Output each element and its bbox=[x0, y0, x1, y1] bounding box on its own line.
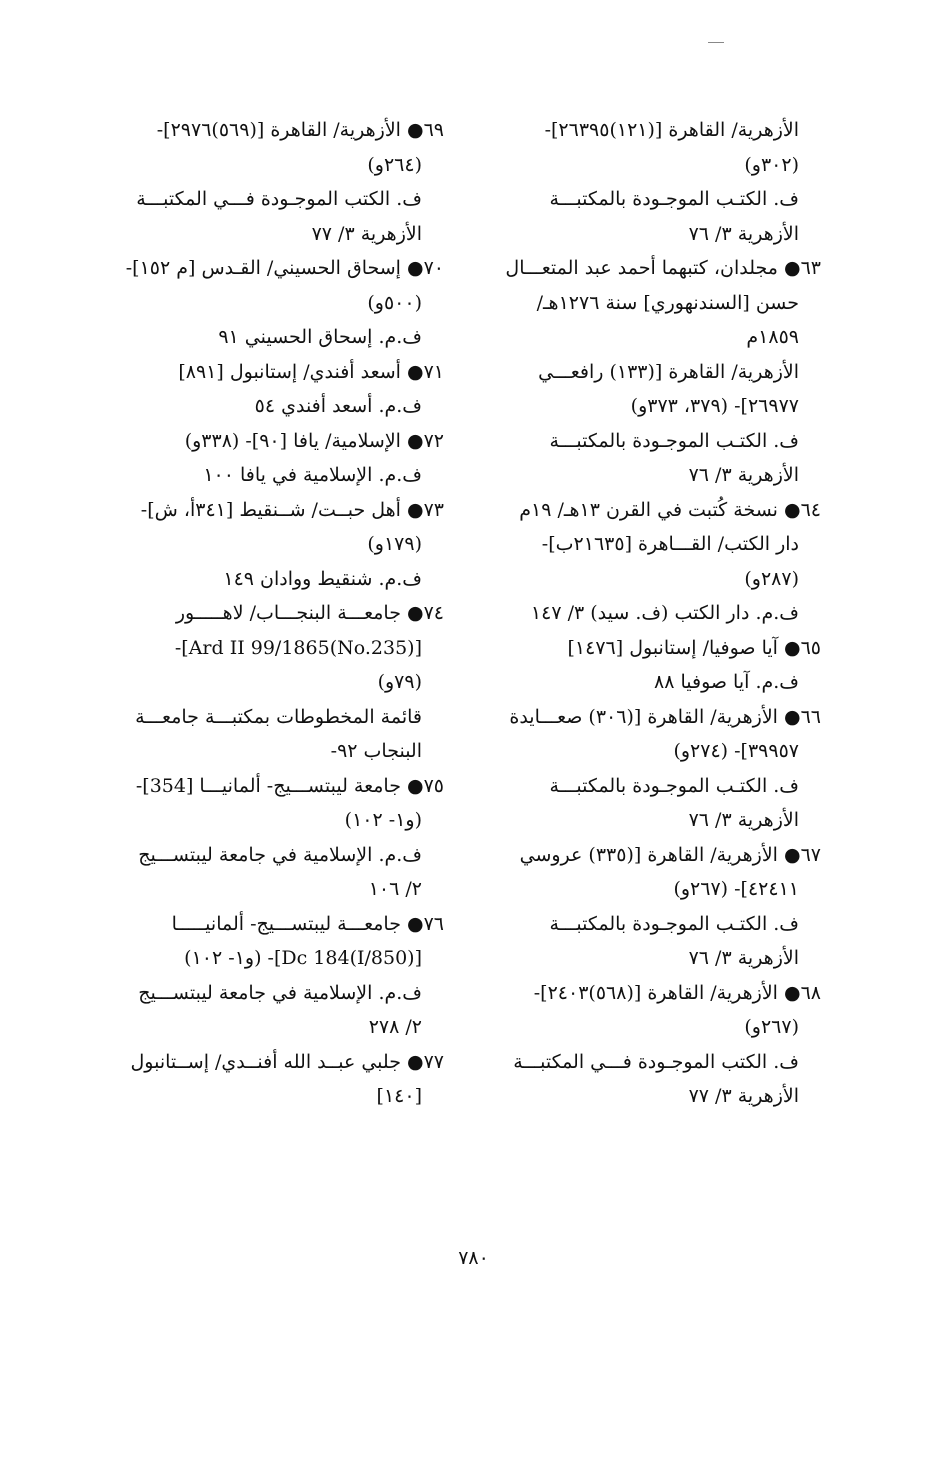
entry-line: ف. الكتب الموجـودة فـــي المكتبـــة bbox=[513, 1050, 799, 1073]
entry-line: (٢٦٤و) bbox=[367, 153, 422, 176]
entry-start-line: ٧٢● الإسلامية/ يافا [٩٠]- (٣٣٨و) bbox=[184, 429, 444, 452]
entry-line: ٢/ ١٠٦ bbox=[368, 878, 422, 900]
entry-line: ف. الكتـب الموجـودة بالمكتبـــة bbox=[549, 912, 799, 935]
entry-line: ٣٩٩٥٧]- (٢٧٤و) bbox=[673, 740, 799, 762]
entry-line: ٢٦٩٧٧]- (٣٧٩، ٣٧٣و) bbox=[630, 395, 799, 417]
entry-line: [١٤٠] bbox=[376, 1085, 422, 1107]
entry-line: دار الكتب/ القـــاهرة [٢١٦٣٥ب]- bbox=[541, 533, 799, 555]
entry-start-line: ٧٦● جامعـــة ليبتســـيج- ألمانيـــــا bbox=[171, 912, 444, 935]
entry-line: الأزهرية/ القاهرة [(١٣٣) رافعـــي bbox=[538, 360, 799, 383]
entry-line: ف.م. آيا صوفيا ٨٨ bbox=[654, 671, 799, 693]
entry-start-line: ٦٩● الأزهرية/ القاهرة [(٥٦٩)٢٩٧٦]- bbox=[156, 119, 444, 141]
entry-start-line: ٧١● أسعد أفندي/ إستانبول [٨٩١] bbox=[178, 360, 444, 383]
entry-line: الأزهرية ٣/ ٧٦ bbox=[688, 222, 799, 245]
entry-line: ٤٢٤١١]- (٢٦٧و) bbox=[673, 878, 799, 900]
entry-line: [(850/I)Dc 184]- (و١- ١٠٢) bbox=[184, 947, 422, 969]
entry-line: (و١- ١٠٢) bbox=[344, 809, 422, 831]
right-column bbox=[491, 113, 821, 1114]
page-number: ٧٨٠ bbox=[458, 1247, 489, 1269]
entry-line: (٥٠٠و) bbox=[367, 291, 422, 314]
entry-start-line: ٧٧● جلبي عبــد الله أفنــدي/ إســتانبول bbox=[130, 1050, 444, 1073]
entry-line: الأزهرية ٣/ ٧٧ bbox=[311, 222, 422, 245]
entry-start-line: ٧٤● جامعـــة البنجـــاب/ لاهـــــور bbox=[175, 602, 444, 624]
entry-line: (٢٨٧و) bbox=[744, 567, 799, 590]
entry-line: الأزهرية ٣/ ٧٦ bbox=[688, 809, 799, 831]
entry-line: الأزهرية ٣/ ٧٦ bbox=[688, 947, 799, 969]
entry-line: ف.م. شنقيط ووادان ١٤٩ bbox=[223, 567, 422, 590]
entry-line: البنجاب ٩٢- bbox=[330, 740, 422, 762]
entry-line: حسن [السندنهوري] سنة ١٢٧٦هـ/ bbox=[536, 291, 799, 314]
entry-start-line: ٦٥● آيا صوفيا/ إستانبول [١٤٧٦] bbox=[567, 636, 821, 659]
entry-line: ف. الكتـب الموجـودة بالمكتبـــة bbox=[549, 188, 799, 210]
left-column bbox=[104, 113, 444, 1114]
entry-start-line: ٧٠● إسحاق الحسيني/ القـدس [م ١٥٢]- bbox=[125, 257, 444, 279]
entry-line: [(No.235)Ard II 99/1865]- bbox=[174, 636, 422, 659]
entry-line: (١٧٩و) bbox=[367, 533, 422, 555]
scan-mark bbox=[708, 42, 724, 43]
entry-line: الأزهرية/ القاهرة [(١٢١)٢٦٣٩٥]- bbox=[544, 119, 799, 141]
entry-line: (٧٩و) bbox=[377, 671, 422, 693]
entry-start-line: ٧٥● جامعة ليبتســـيج- ألمانيـــا [354]- bbox=[135, 774, 444, 797]
entry-line: ف. الكتـب الموجـودة بالمكتبـــة bbox=[549, 429, 799, 452]
entry-line: الأزهرية ٣/ ٧٦ bbox=[688, 464, 799, 486]
entry-start-line: ٦٤● نسخة كُتبت في القرن ١٣هـ/ ١٩م bbox=[519, 498, 821, 521]
entry-start-line: ٦٣● مجلدان، كتبهما أحمد عبد المتعـــال bbox=[505, 257, 821, 279]
entry-line: ف.م. الإسلامية في جامعة ليبتســـيج bbox=[138, 981, 422, 1004]
entry-line: ف.م. دار الكتب (ف. سيد) ٣/ ١٤٧ bbox=[530, 602, 799, 624]
entry-line: ف.م. الإسلامية في جامعة ليبتســـيج bbox=[138, 843, 422, 866]
entry-line: (٣٠٢و) bbox=[744, 153, 799, 176]
entry-line: الأزهرية ٣/ ٧٧ bbox=[688, 1085, 799, 1107]
entry-line: ٢/ ٢٧٨ bbox=[368, 1016, 422, 1038]
entry-line: ف.م. الإسلامية في يافا ١٠٠ bbox=[203, 464, 422, 486]
entry-line: ف.م. أسعد أفندي ٥٤ bbox=[254, 395, 422, 417]
entry-line: ف.م. إسحاق الحسيني ٩١ bbox=[218, 326, 422, 348]
entry-line: ف. الكتـب الموجـودة بالمكتبـــة bbox=[549, 774, 799, 797]
entry-start-line: ٦٨● الأزهرية/ القاهرة [(٥٦٨)٢٤٠٣]- bbox=[533, 981, 821, 1004]
entry-start-line: ٧٣● أهل حبــت/ شــنقيط [٣٤١أ، ش]- bbox=[140, 498, 444, 521]
entry-line: (٢٦٧و) bbox=[744, 1016, 799, 1038]
entry-start-line: ٦٦● الأزهرية/ القاهرة [(٣٠٦) صعـــايدة bbox=[509, 705, 821, 728]
entry-line: ١٨٥٩م bbox=[746, 326, 799, 348]
entry-start-line: ٦٧● الأزهرية/ القاهرة [(٣٣٥) عروسي bbox=[519, 843, 821, 866]
entry-line: ف. الكتب الموجـودة فـــي المكتبـــة bbox=[136, 188, 422, 210]
entry-line: قائمة المخطوطات بمكتبـــة جامعـــة bbox=[135, 705, 422, 728]
